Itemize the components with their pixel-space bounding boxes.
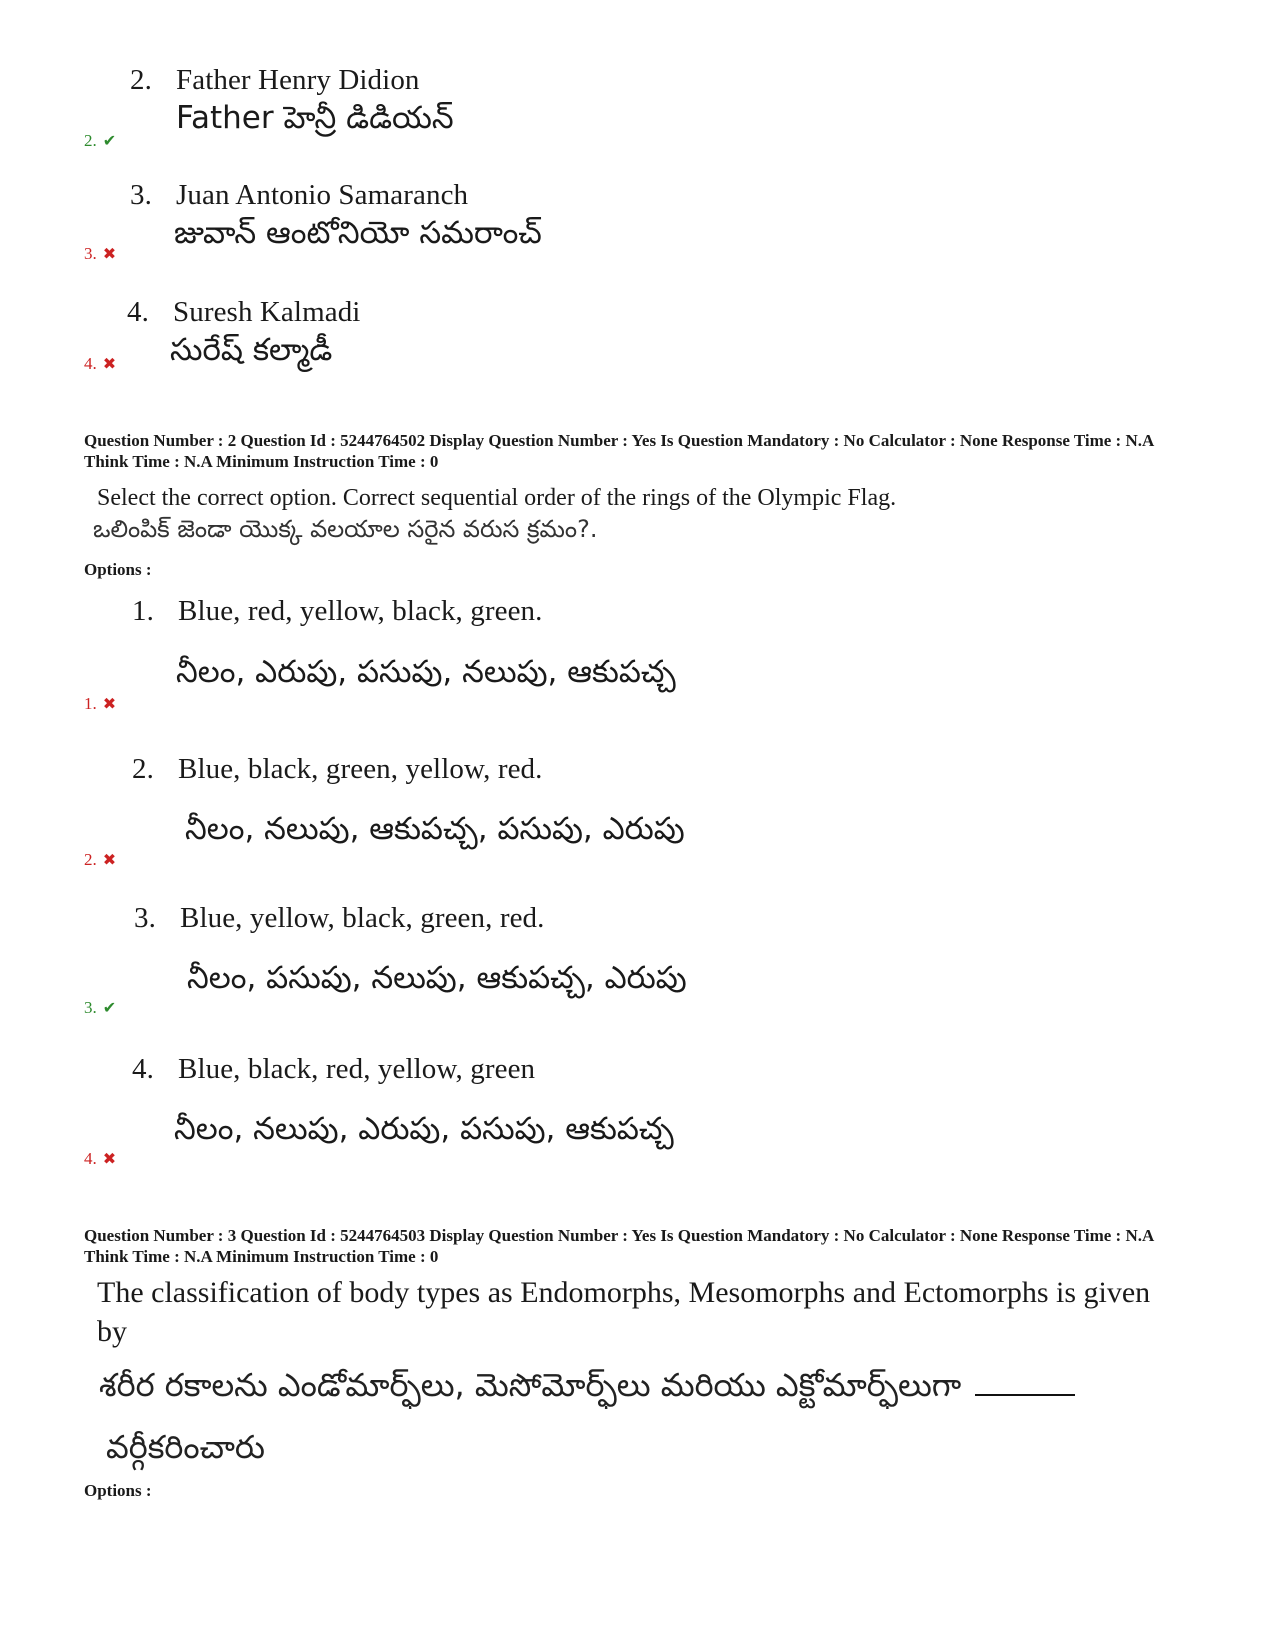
prev-option-4-te: సురేష్ కల్మాడీ [170,332,333,368]
q2-option-1-mark [84,694,116,714]
option-number: 2. [130,64,152,96]
q2-option-4-en [132,1053,535,1086]
question-3-text-te-line1 [99,1366,1075,1412]
prev-option-2-mark [84,131,116,151]
cross-icon: ✖ [102,850,117,869]
question-3-meta: Question Number : 3 Question Id : 5244764503 Display Question Number : Yes Is Question Mandatory : No Calculator : None Response Time : N.A Think Time : N.A Minimum Instruction Time : 0 [84,1226,1154,1266]
check-icon: ✔ [102,998,117,1017]
mark-number: 2. [84,131,97,150]
option-text: Blue, black, green, yellow, red. [178,753,543,785]
text-line: శరీర రకాలను ఎండోమార్ఫ్‌లు, మెసోమోర్ఫ్‌లు మరియు ఎక్టోమార్ఫ్‌లుగా [99,1366,962,1404]
option-text: Suresh Kalmadi [173,296,361,328]
q2-option-3-te: నీలం, పసుపు, నలుపు, ఆకుపచ్చ, ఎరుపు [187,960,687,996]
q2-option-3-en [134,902,545,935]
q2-option-2-en [132,753,543,786]
option-text: Blue, red, yellow, black, green. [178,595,543,627]
cross-icon: ✖ [102,354,117,373]
mark-number: 3. [84,244,97,263]
mark-number: 2. [84,850,97,869]
option-number: 3. [134,902,156,934]
cross-icon: ✖ [102,694,117,713]
q2-option-4-te: నీలం, నలుపు, ఎరుపు, పసుపు, ఆకుపచ్చ [174,1111,674,1147]
option-number: 3. [130,179,152,211]
cross-icon: ✖ [102,1149,117,1168]
option-text: Blue, yellow, black, green, red. [180,902,545,934]
mark-number: 4. [84,1149,97,1168]
q2-option-4-mark [84,1149,116,1169]
question-2-text-te: ఒలింపిక్ జెండా యొక్క వలయాల సరైన వరుస క్రమం?. [93,515,598,543]
prev-option-4-mark [84,354,116,374]
prev-option-2-te: Father హెన్రీ డిడియన్ [176,100,454,136]
option-number: 1. [132,595,154,627]
prev-option-3-te: జువాన్ ఆంటోనియో సమరాంచ్ [174,215,542,251]
option-text: Father Henry Didion [176,64,420,96]
question-3-text-en: The classification of body types as Endomorphs, Mesomorphs and Ectomorphs is given by [97,1276,1151,1348]
mark-number: 3. [84,998,97,1017]
question-2-text-en: Select the correct option. Correct sequential order of the rings of the Olympic Flag. [97,485,897,511]
option-text: Blue, black, red, yellow, green [178,1053,536,1085]
question-2-meta: Question Number : 2 Question Id : 5244764502 Display Question Number : Yes Is Question Mandatory : No Calculator : None Response Time : N.A Think Time : N.A Minimum Instruction Time : 0 [84,431,1154,471]
prev-option-2-en [130,64,420,97]
question-3-text-te-line2: వర్గీకరించారు [106,1428,265,1466]
mark-number: 4. [84,354,97,373]
fill-in-blank [975,1374,1075,1396]
option-text: Juan Antonio Samaranch [176,179,469,211]
option-number: 2. [132,753,154,785]
prev-option-3-en [130,179,468,212]
q2-option-2-te: నీలం, నలుపు, ఆకుపచ్చ, పసుపు, ఎరుపు [185,811,685,847]
question-2-options-label: Options : [84,560,152,579]
question-3-options-label: Options : [84,1481,152,1500]
q2-option-2-mark [84,850,116,870]
cross-icon: ✖ [102,244,117,263]
option-number: 4. [132,1053,154,1085]
prev-option-4-en [127,296,360,329]
q2-option-3-mark [84,998,116,1018]
q2-option-1-en [132,595,543,628]
q2-option-1-te: నీలం, ఎరుపు, పసుపు, నలుపు, ఆకుపచ్చ [176,654,676,690]
prev-option-3-mark [84,244,116,264]
option-number: 4. [127,296,149,328]
mark-number: 1. [84,694,97,713]
check-icon: ✔ [102,131,117,150]
